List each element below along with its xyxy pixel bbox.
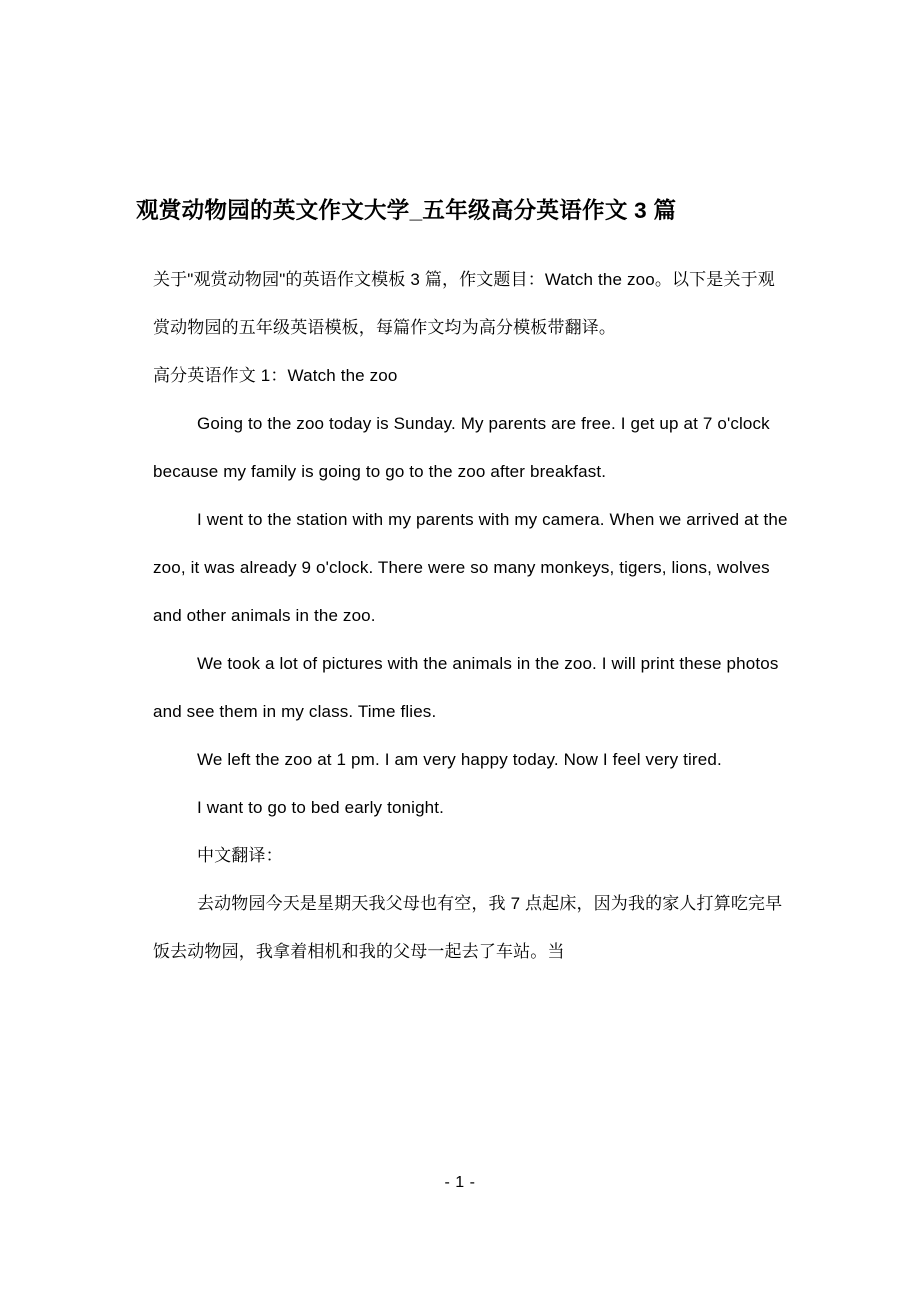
- paragraph-translation-label: 中文翻译：: [197, 846, 283, 866]
- paragraph-essay-body-2: I went to the station with my parents with my camera. When we arrived at the zoo, it was already 9 o'clock. There were so many monkeys, tigers, lions, wolves and other animals in the zoo.: [153, 510, 788, 626]
- paragraph-essay-body-1: Going to the zoo today is Sunday. My parents are free. I get up at 7 o'clock because my family is going to go to the zoo after breakfast.: [153, 414, 770, 482]
- document-body: [136, 196, 792, 976]
- essay-heading-1: 高分英语作文 1：Watch the zoo: [153, 366, 398, 386]
- paragraph-translation-body: 去动物园今天是星期天我父母也有空，我 7 点起床，因为我的家人打算吃完早饭去动物园，我拿着相机和我的父母一起去了车站。当: [153, 894, 783, 962]
- paragraph-intro: 关于"观赏动物园"的英语作文模板 3 篇，作文题目：Watch the zoo。以下是关于观赏动物园的五年级英语模板，每篇作文均为高分模板带翻译。: [153, 270, 775, 338]
- paragraph-essay-body-4: We left the zoo at 1 pm. I am very happy today. Now I feel very tired.: [197, 750, 722, 770]
- paragraph-essay-body-3: We took a lot of pictures with the animals in the zoo. I will print these photos and see them in my class. Time flies.: [153, 654, 779, 722]
- paragraph-essay-body-5: I want to go to bed early tonight.: [197, 798, 445, 818]
- page-title: 观赏动物园的英文作文大学_五年级高分英语作文 3 篇: [136, 198, 677, 223]
- page-number-footer: - 1 -: [444, 1174, 476, 1191]
